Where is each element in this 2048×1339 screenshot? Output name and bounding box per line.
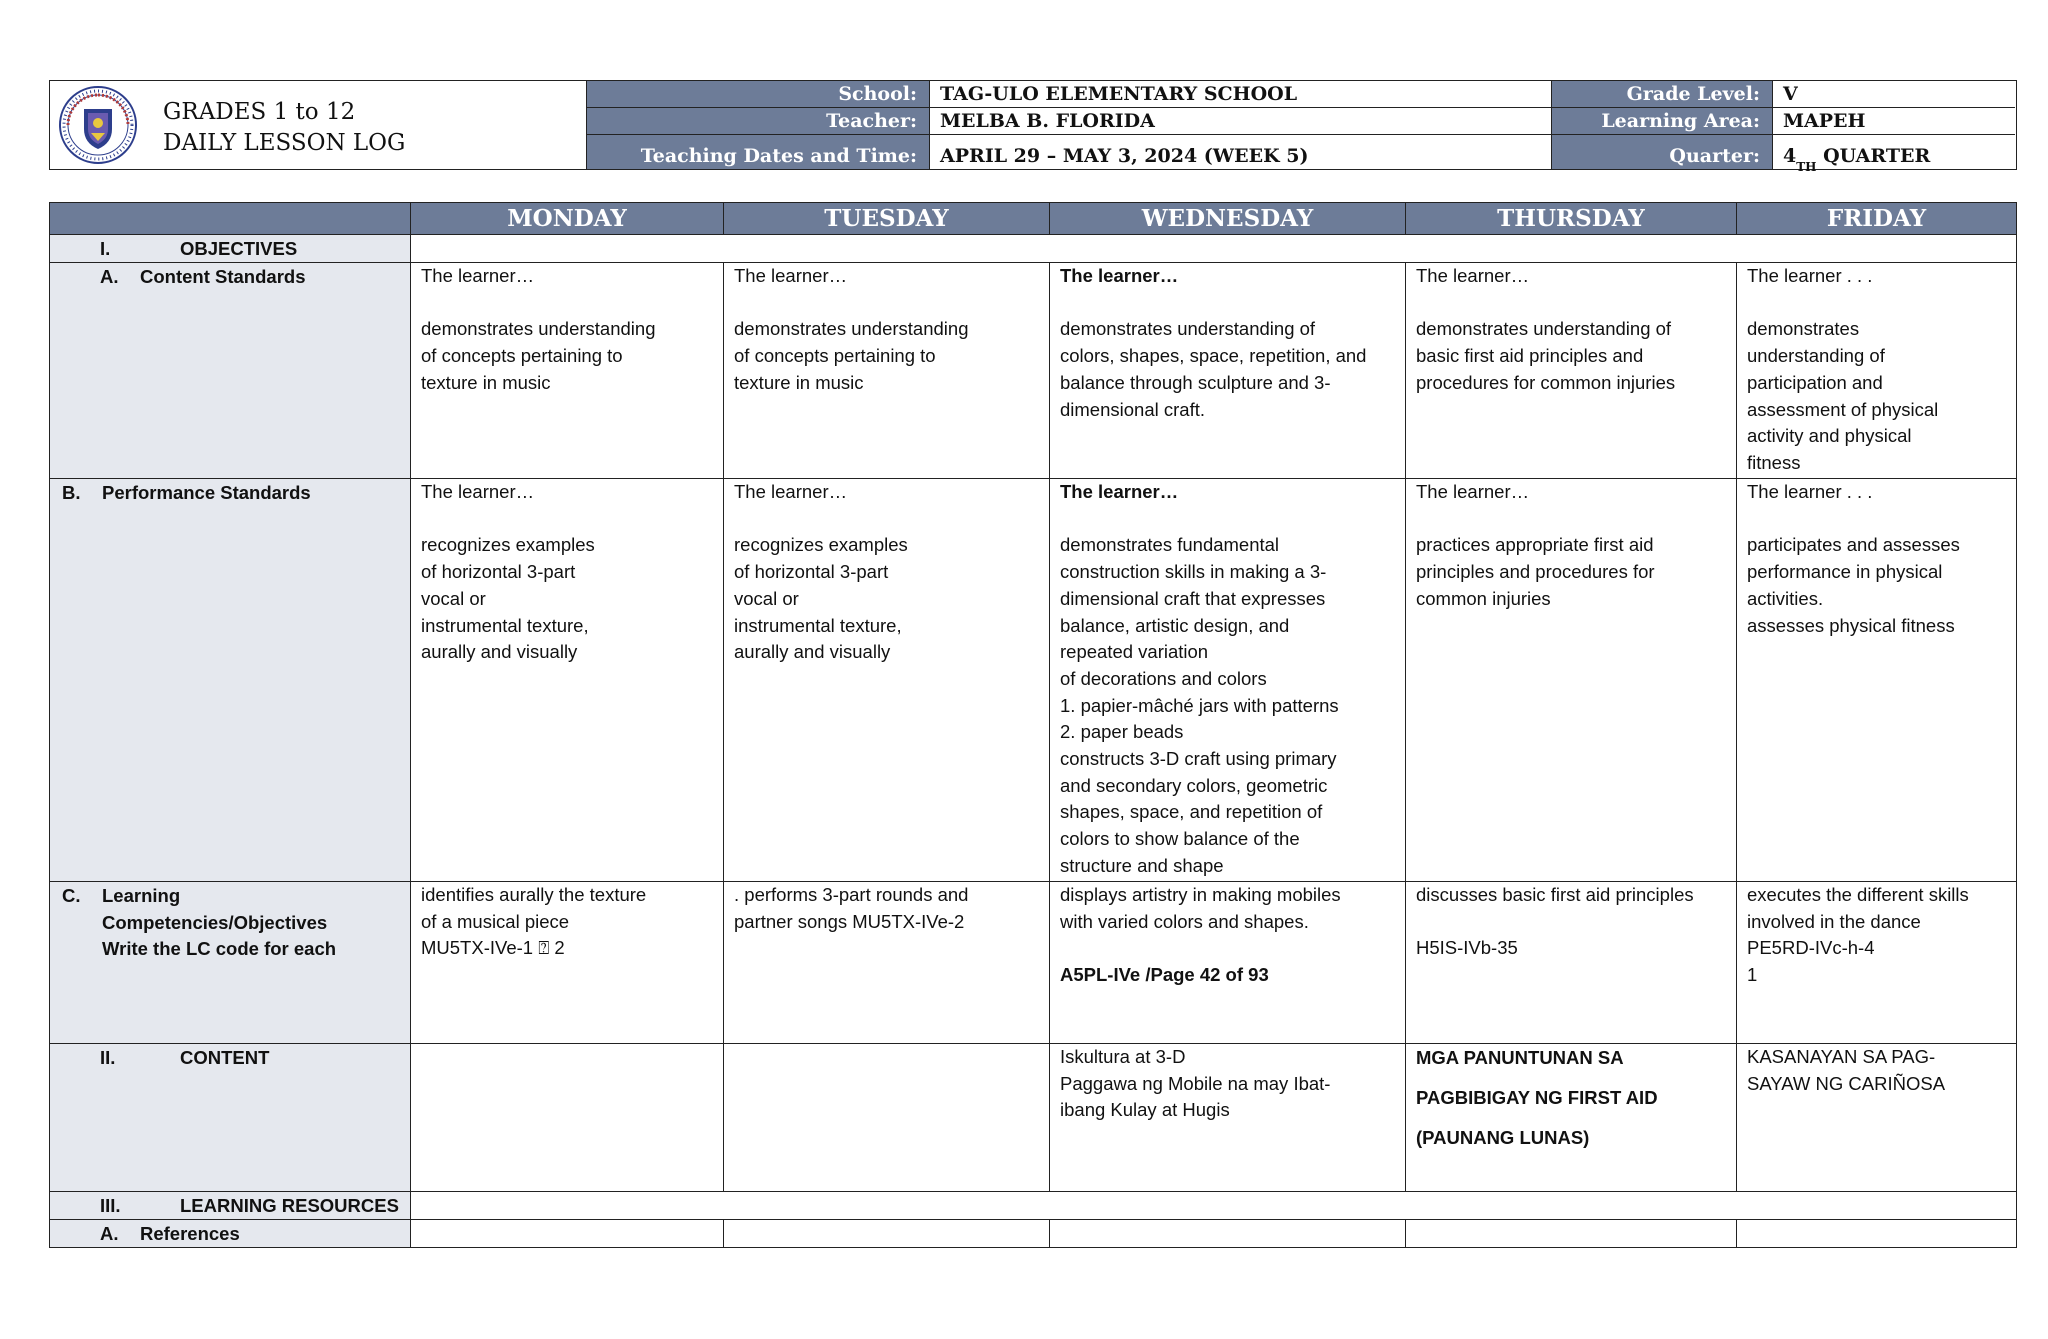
references-label (50, 1220, 411, 1248)
competencies-row (50, 882, 2017, 1044)
lesson-log-header (49, 80, 2017, 174)
performance-standards-num: B. (62, 482, 81, 503)
cs-wednesday-intro: The learner… (1060, 265, 1179, 286)
content-standards-text: Content Standards (140, 266, 306, 287)
competencies-text-line1: Learning (102, 885, 181, 906)
day-header-blank (50, 203, 411, 235)
cs-friday-intro: The learner . . . (1747, 265, 1873, 286)
performance-standards-monday (411, 479, 724, 882)
content-tuesday (724, 1044, 1050, 1192)
performance-standards-row (50, 479, 2017, 882)
day-header-tuesday: TUESDAY (724, 203, 1050, 235)
content-friday (1737, 1044, 2017, 1192)
ps-thursday-body: practices appropriate first aid principles and procedures for common injuries (1416, 534, 1655, 609)
ct-thursday: MGA PANUNTUNAN SA PAGBIBIGAY NG FIRST AID (PAUNANG LUNAS) (1416, 1047, 1658, 1148)
performance-standards-text: Performance Standards (102, 482, 311, 503)
lesson-log-table (49, 202, 2017, 1248)
school-value: TAG-ULO ELEMENTARY SCHOOL (929, 81, 1551, 108)
objectives-num: I. (100, 238, 111, 259)
competencies-monday (411, 882, 724, 1044)
ct-friday: KASANAYAN SA PAG- SAYAW NG CARIÑOSA (1747, 1046, 1946, 1094)
quarter-value: 4 TH QUARTER (1772, 135, 2015, 169)
content-wednesday (1050, 1044, 1406, 1192)
competencies-num: C. (62, 885, 81, 906)
learning-resources-span (411, 1192, 2017, 1220)
competencies-text-line3: Write the LC code for each (102, 938, 337, 960)
performance-standards-thursday (1406, 479, 1737, 882)
competencies-text-line2: Competencies/Objectives (102, 911, 328, 933)
references-wednesday (1050, 1220, 1406, 1248)
objectives-text: OBJECTIVES (180, 238, 298, 259)
content-standards-num: A. (100, 266, 119, 287)
references-row (50, 1220, 2017, 1248)
content-num: II. (100, 1047, 116, 1068)
lc-tuesday: . performs 3-part rounds and partner songs MU5TX-IVe-2 (734, 884, 969, 932)
content-standards-thursday (1406, 263, 1737, 479)
ps-monday-body: recognizes examples of horizontal 3-part vocal or instrumental texture, aurally and visually (421, 534, 595, 663)
references-friday (1737, 1220, 2017, 1248)
lc-wednesday: displays artistry in making mobiles with varied colors and shapes. (1060, 884, 1341, 932)
performance-standards-tuesday (724, 479, 1050, 882)
cs-monday-intro: The learner… (421, 265, 535, 286)
day-header-row (50, 203, 2017, 235)
lc-thursday: discusses basic first aid principles (1416, 884, 1694, 905)
competencies-label (50, 882, 411, 1044)
ps-monday-intro: The learner… (421, 481, 535, 502)
learning-area-value: MAPEH (1772, 108, 2015, 135)
day-header-friday: FRIDAY (1737, 203, 2017, 235)
competencies-wednesday (1050, 882, 1406, 1044)
header-title-line2: DAILY LESSON LOG (163, 130, 406, 156)
teacher-label: Teacher: (587, 108, 929, 135)
quarter-number: 4 (1783, 145, 1797, 167)
cs-friday-body: demonstrates understanding of participation and assessment of physical activity and physical fitness (1747, 318, 1939, 473)
header-title-block (50, 81, 587, 169)
competencies-tuesday (724, 882, 1050, 1044)
content-standards-friday (1737, 263, 2017, 479)
content-standards-wednesday (1050, 263, 1406, 479)
cs-wednesday-body: demonstrates understanding of colors, shapes, space, repetition, and balance through sculpture and 3- dimensional craft. (1060, 318, 1367, 420)
content-text: CONTENT (180, 1047, 270, 1068)
learning-resources-num: III. (100, 1195, 121, 1216)
header-title-line1: GRADES 1 to 12 (163, 99, 356, 125)
performance-standards-label (50, 479, 411, 882)
grade-level-value: V (1772, 81, 2015, 108)
ps-wednesday-intro: The learner… (1060, 481, 1179, 502)
content-monday (411, 1044, 724, 1192)
performance-standards-wednesday (1050, 479, 1406, 882)
learning-resources-label (50, 1192, 411, 1220)
day-header-thursday: THURSDAY (1406, 203, 1737, 235)
ps-tuesday-body: recognizes examples of horizontal 3-part vocal or instrumental texture, aurally and visually (734, 534, 908, 663)
teacher-value: MELBA B. FLORIDA (929, 108, 1551, 135)
learning-resources-text: LEARNING RESOURCES (180, 1195, 399, 1216)
day-header-monday: MONDAY (411, 203, 724, 235)
school-label: School: (587, 81, 929, 108)
teaching-dates-value: APRIL 29 – MAY 3, 2024 (WEEK 5) (929, 135, 1551, 169)
quarter-word: QUARTER (1816, 145, 1931, 167)
ct-wednesday: Iskultura at 3-D Paggawa ng Mobile na may Ibat- ibang Kulay at Hugis (1060, 1046, 1331, 1121)
references-monday (411, 1220, 724, 1248)
cs-tuesday-body: demonstrates understanding of concepts pertaining to texture in music (734, 318, 969, 393)
performance-standards-friday (1737, 479, 2017, 882)
learning-area-label: Learning Area: (1551, 108, 1772, 135)
references-num: A. (100, 1223, 119, 1244)
competencies-thursday (1406, 882, 1737, 1044)
objectives-row (50, 235, 2017, 263)
cs-tuesday-intro: The learner… (734, 265, 848, 286)
ps-thursday-intro: The learner… (1416, 481, 1530, 502)
teaching-dates-label: Teaching Dates and Time: (587, 135, 929, 169)
content-thursday (1406, 1044, 1737, 1192)
lc-friday: executes the different skills involved in the dance PE5RD-IVc-h-4 1 (1747, 884, 1969, 986)
ps-wednesday-body: demonstrates fundamental construction skills in making a 3- dimensional craft that expresses balance, artistic design, and repeated variation of decorations and colors 1. papier-mâché jars with patterns 2. paper beads constructs 3-D craft using primary and secondary colors, geometric shapes, space, and repetition of colors to show balance of the structure and shape (1060, 534, 1339, 876)
content-label (50, 1044, 411, 1192)
ps-friday-body: participates and assesses performance in physical activities. assesses physical fitness (1747, 534, 1960, 636)
content-standards-row (50, 263, 2017, 479)
cs-monday-body: demonstrates understanding of concepts pertaining to texture in music (421, 318, 656, 393)
content-standards-tuesday (724, 263, 1050, 479)
ps-tuesday-intro: The learner… (734, 481, 848, 502)
competencies-friday (1737, 882, 2017, 1044)
lc-wednesday-code: A5PL-IVe /Page 42 of 93 (1060, 964, 1269, 986)
content-standards-label (50, 263, 411, 479)
deped-seal-icon (58, 85, 138, 165)
cs-thursday-intro: The learner… (1416, 265, 1530, 286)
cs-thursday-body: demonstrates understanding of basic first aid principles and procedures for common injuries (1416, 318, 1676, 393)
references-text: References (140, 1223, 240, 1244)
content-row (50, 1044, 2017, 1192)
learning-resources-row (50, 1192, 2017, 1220)
ps-friday-intro: The learner . . . (1747, 481, 1873, 502)
objectives-label (50, 235, 411, 263)
day-header-wednesday: WEDNESDAY (1050, 203, 1406, 235)
lc-thursday-code: H5IS-IVb-35 (1416, 937, 1518, 959)
content-standards-monday (411, 263, 724, 479)
objectives-span (411, 235, 2017, 263)
quarter-label: Quarter: (1551, 135, 1772, 169)
grade-level-label: Grade Level: (1551, 81, 1772, 108)
lc-monday: identifies aurally the texture of a musical piece MU5TX-IVe-1 ⍰ 2 (421, 884, 647, 959)
references-tuesday (724, 1220, 1050, 1248)
references-thursday (1406, 1220, 1737, 1248)
